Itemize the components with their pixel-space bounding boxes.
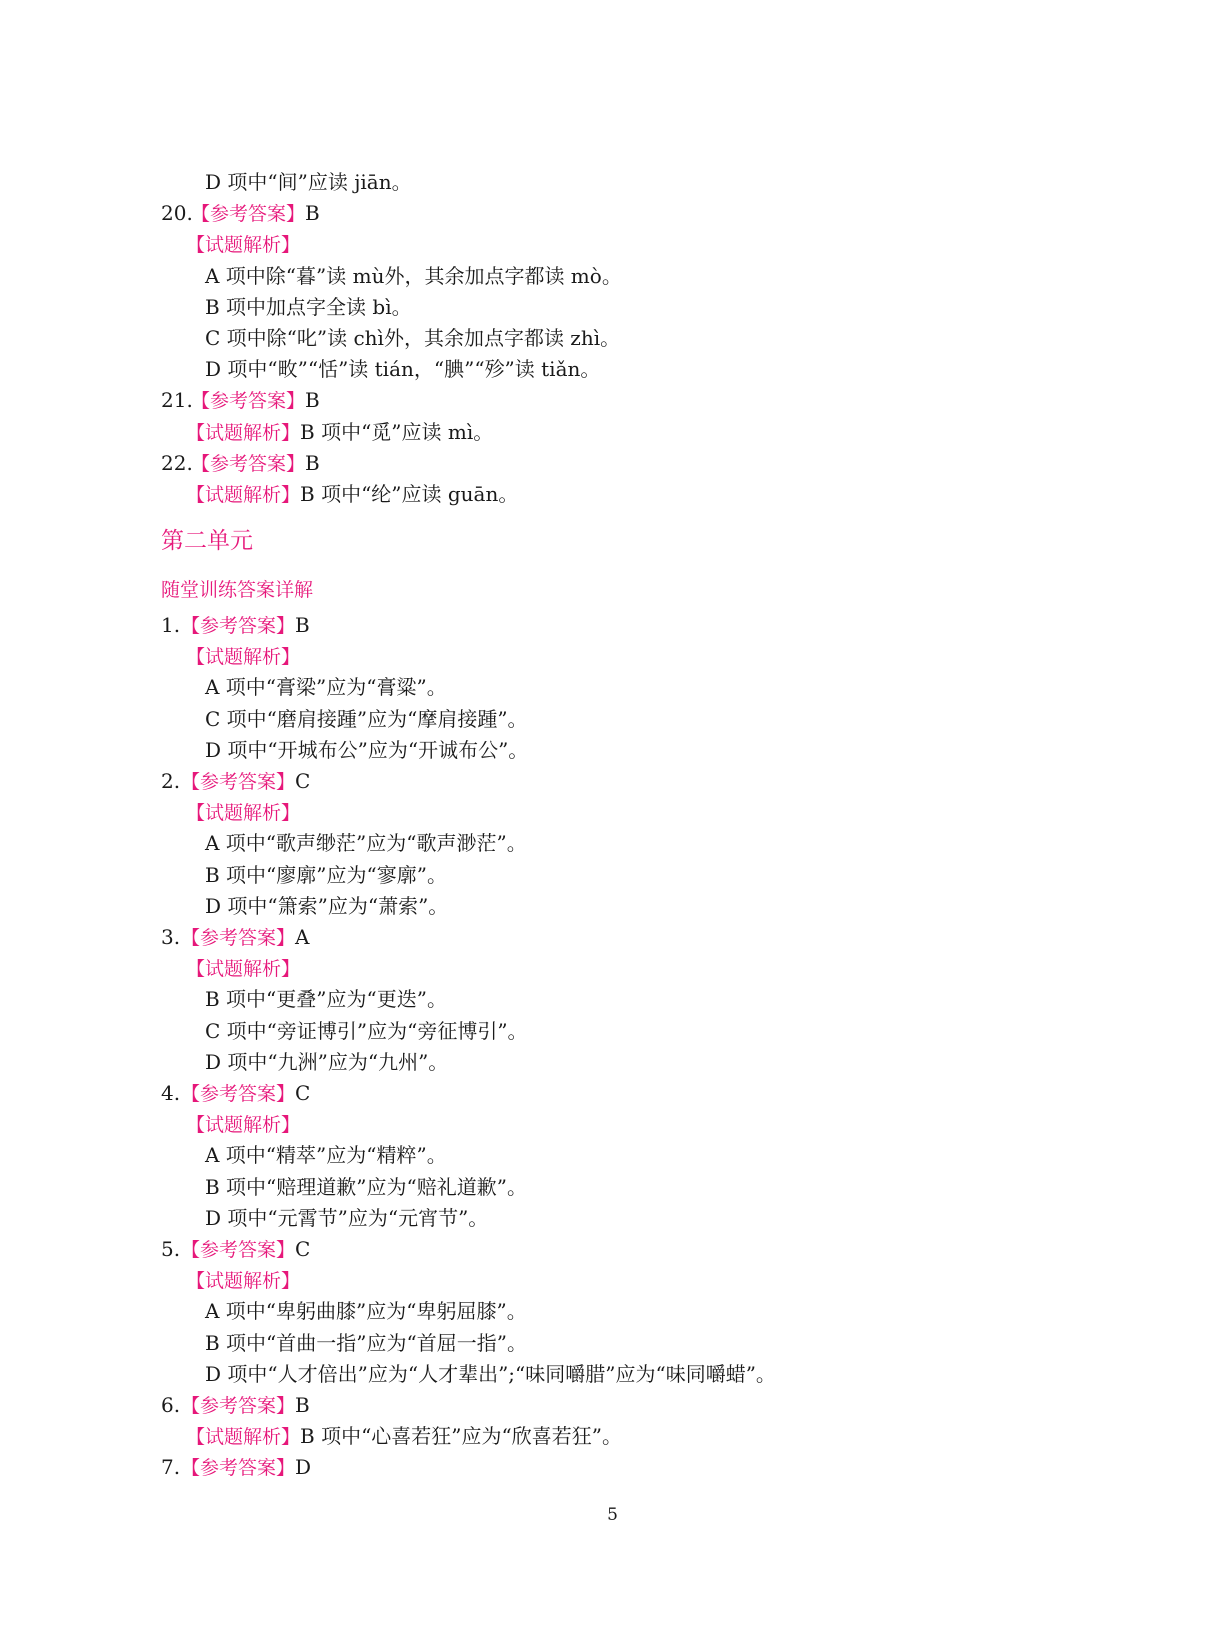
- answer-line: [161, 199, 320, 228]
- analysis-item: [205, 1173, 527, 1201]
- question-number: 22.: [161, 450, 193, 475]
- answer-line: [161, 767, 310, 796]
- answer-value: D: [295, 1455, 312, 1480]
- analysis-tag: 【试题解析】: [186, 484, 301, 506]
- analysis-item-text: C 项中“旁证博引”应为“旁征博引”。: [205, 1018, 528, 1043]
- analysis-tag: 【试题解析】: [186, 421, 301, 444]
- question-number: 21.: [161, 388, 193, 413]
- answer-value: C: [295, 769, 311, 793]
- answer-value: B: [305, 450, 320, 475]
- answer-tag: 【参考答案】: [181, 771, 296, 793]
- answer-line: [161, 449, 320, 478]
- page-number: 5: [607, 1505, 618, 1525]
- analysis-item: [205, 262, 622, 290]
- question-number: 5.: [161, 1237, 181, 1261]
- answer-line: [161, 1235, 310, 1264]
- analysis-tag: 【试题解析】: [186, 802, 301, 825]
- analysis-line: [186, 480, 518, 509]
- analysis-item: [205, 355, 600, 383]
- analysis-item: [205, 1017, 528, 1045]
- analysis-item-text: D 项中“开城布公”应为“开诚布公”。: [205, 737, 529, 762]
- analysis-item-text: D 项中“畋”“恬”读 tián，“腆”“殄”读 tiǎn。: [205, 357, 601, 382]
- analysis-line: [186, 798, 300, 827]
- answer-tag: 【参考答案】: [181, 927, 296, 949]
- question-number: 7.: [161, 1455, 181, 1480]
- analysis-item: [205, 1048, 448, 1076]
- analysis-line: [186, 230, 300, 259]
- question-number: 1.: [161, 613, 181, 637]
- analysis-item-text: C 项中“磨肩接踵”应为“摩肩接踵”。: [205, 706, 528, 731]
- analysis-item: [205, 705, 528, 733]
- answer-value: B: [305, 201, 320, 226]
- analysis-line: [186, 1110, 300, 1139]
- analysis-line: [186, 954, 300, 983]
- answer-tag: 【参考答案】: [191, 390, 306, 413]
- analysis-item: [205, 985, 447, 1013]
- answer-tag: 【参考答案】: [181, 615, 296, 637]
- answer-tag: 【参考答案】: [191, 452, 306, 475]
- analysis-line: [186, 1266, 300, 1295]
- analysis-item-text: A 项中“卑躬曲膝”应为“卑躬屈膝”。: [205, 1299, 527, 1324]
- answer-tag: 【参考答案】: [181, 1457, 296, 1480]
- question-number: 2.: [161, 769, 181, 793]
- analysis-item: [205, 1329, 527, 1357]
- analysis-text: B 项中“纶”应读 guān。: [300, 482, 519, 506]
- analysis-item-text: B 项中“更叠”应为“更迭”。: [205, 987, 447, 1012]
- answer-line: [161, 386, 320, 415]
- question-number: 20.: [161, 201, 193, 226]
- analysis-item: [205, 1297, 527, 1325]
- analysis-item-text: C 项中除“叱”读 chì外，其余加点字都读 zhì。: [205, 326, 621, 350]
- analysis-item-text: A 项中“歌声缈茫”应为“歌声渺茫”。: [205, 831, 527, 856]
- analysis-line: [186, 642, 300, 671]
- analysis-line: [186, 1422, 622, 1451]
- analysis-tag: 【试题解析】: [186, 958, 301, 981]
- analysis-item-text: D 项中“间”应读 jiān。: [205, 170, 412, 194]
- analysis-item-text: A 项中“精萃”应为“精粹”。: [205, 1143, 447, 1168]
- analysis-item-text: D 项中“九洲”应为“九州”。: [205, 1049, 449, 1074]
- analysis-item: [205, 736, 528, 764]
- analysis-item: [205, 673, 447, 701]
- question-number: 6.: [161, 1393, 181, 1417]
- analysis-item-text: D 项中“元霄节”应为“元宵节”。: [205, 1205, 489, 1230]
- answer-line: [161, 1391, 310, 1420]
- analysis-item: [205, 168, 412, 196]
- analysis-item: [205, 1360, 776, 1388]
- analysis-text: B 项中“心喜若狂”应为“欣喜若狂”。: [300, 1424, 622, 1449]
- section-title: 随堂训练答案详解: [161, 579, 314, 601]
- unit-title: 第二单元: [161, 528, 253, 554]
- answer-line: [161, 923, 309, 952]
- analysis-item-text: D 项中“箫索”应为“萧索”。: [205, 893, 449, 918]
- question-number: 4.: [161, 1081, 181, 1105]
- analysis-item: [205, 829, 527, 857]
- answer-value: A: [295, 925, 310, 949]
- answer-tag: 【参考答案】: [181, 1395, 296, 1417]
- answer-tag: 【参考答案】: [191, 203, 306, 226]
- answer-value: B: [305, 388, 320, 413]
- answer-value: B: [295, 613, 310, 637]
- analysis-item: [205, 1204, 488, 1232]
- analysis-item-text: B 项中“首曲一指”应为“首屈一指”。: [205, 1330, 527, 1355]
- question-number: 3.: [161, 925, 181, 949]
- analysis-item: [205, 861, 447, 889]
- analysis-item-text: A 项中“膏梁”应为“膏粱”。: [205, 675, 447, 700]
- analysis-item: [205, 293, 412, 321]
- analysis-text: B 项中“觅”应读 mì。: [300, 419, 494, 444]
- analysis-tag: 【试题解析】: [186, 1270, 301, 1293]
- analysis-item-text: D 项中“人才倍出”应为“人才辈出”;“味同嚼腊”应为“味同嚼蜡”。: [205, 1361, 776, 1386]
- analysis-item-text: A 项中除“暮”读 mù外，其余加点字都读 mò。: [205, 263, 622, 288]
- analysis-tag: 【试题解析】: [186, 234, 301, 257]
- answer-value: C: [295, 1081, 311, 1105]
- answer-line: [161, 1453, 311, 1482]
- answer-value: B: [295, 1393, 310, 1417]
- answer-tag: 【参考答案】: [181, 1239, 296, 1261]
- analysis-item: [205, 892, 448, 920]
- analysis-line: [186, 418, 493, 447]
- analysis-item: [205, 1141, 447, 1169]
- answer-value: C: [295, 1237, 311, 1261]
- answer-tag: 【参考答案】: [181, 1083, 296, 1105]
- analysis-item: [205, 324, 620, 352]
- analysis-tag: 【试题解析】: [186, 1114, 301, 1137]
- analysis-item-text: B 项中“赔理道歉”应为“赔礼道歉”。: [205, 1174, 527, 1199]
- answer-line: [161, 1079, 310, 1108]
- analysis-item-text: B 项中“廖廓”应为“寥廓”。: [205, 862, 447, 887]
- analysis-item-text: B 项中加点字全读 bì。: [205, 294, 412, 319]
- analysis-tag: 【试题解析】: [186, 1426, 301, 1449]
- answer-line: [161, 611, 310, 640]
- analysis-tag: 【试题解析】: [186, 646, 301, 669]
